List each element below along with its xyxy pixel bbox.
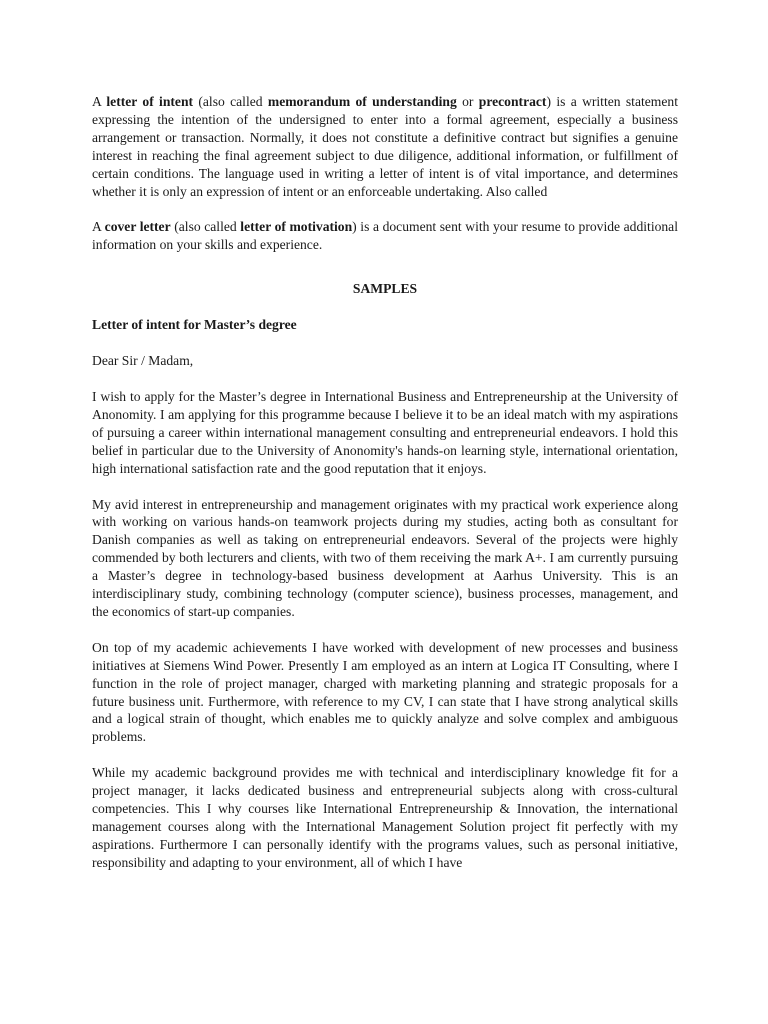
intro-paragraph-letter-of-intent [92, 93, 678, 200]
text-run: (also called [193, 94, 268, 109]
body-paragraph: On top of my academic achievements I have worked with development of new processes and business initiatives at Siemens Wind Power. Presently I am employed as an intern at Logica IT Consulting, where I function in the role of project manager, charged with marketing planning and strategic proposals for a future business unit. Furthermore, with reference to my CV, I can state that I have strong analytical skills and a logical strain of thought, which enables me to quickly analyze and solve complex and ambiguous problems. [92, 639, 678, 745]
intro-paragraph-cover-letter [92, 218, 678, 254]
samples-heading: SAMPLES [352, 281, 418, 297]
bold-term: cover letter [104, 219, 171, 235]
text-run: A [92, 94, 107, 109]
text-run: (also called [170, 219, 241, 235]
body-paragraph: I wish to apply for the Master’s degree in International Business and Entrepreneurship at the University of Anonomity. I am applying for this programme because I believe it to be an ideal match with my aspirations of pursuing a career within international management consulting and entrepreneurial endeavors. I hold this belief in particular due to the University of Anonomity's hands-on learning style, international orientation, high international satisfaction rate and the good reputation that it enjoys. [92, 388, 678, 476]
text-run: A [92, 219, 105, 235]
body-paragraph: My avid interest in entrepreneurship and management originates with my practical work experience along with working on various hands-on teamwork projects during my studies, acting both as consultant for Danish companies as well as taking on entrepreneurial endeavors. Several of the projects were highly commended by both lecturers and clients, with two of them receiving the mark A+. I am currently pursuing a Master’s degree in technology-based business development at Aarhus University. This is an interdisciplinary study, combining technology (computer science), business processes, management, and the economics of start-up companies. [92, 496, 678, 619]
text-run: or [456, 94, 479, 109]
bold-term: precontract [478, 94, 547, 109]
bold-term: memorandum of understanding [267, 94, 457, 109]
salutation: Dear Sir / Madam, [92, 353, 194, 369]
document-page [92, 93, 678, 890]
text-run: ) is a written statement expressing the intention of the undersigned to enter into a formal agreement, especially a business arrangement or transaction. Normally, it does not constitute a definitive contract but signifies a genuine interest in reaching the final agreement subject to due diligence, additional information, or fulfillment of certain conditions. The language used in writing a letter of intent is of vital importance, and determines whether it is only an expression of intent or an enforceable undertaking. Also called [92, 94, 678, 199]
sample-title: Letter of intent for Master’s degree [92, 317, 297, 333]
text-run: ) is a document sent with your resume to provide additional information on your skills and experience. [92, 219, 678, 253]
bold-term: letter of motivation [240, 219, 353, 235]
bold-term: letter of intent [106, 94, 194, 109]
body-paragraph: While my academic background provides me with technical and interdisciplinary knowledge fit for a project manager, it lacks dedicated business and entrepreneurial subjects along with cross-cultural competencies. This I why courses like International Entrepreneurship & Innovation, the international management courses along with the International Management Solution project fit perfectly with my aspirations. Furthermore I can personally identify with the programs values, such as personal initiative, responsibility and adapting to your environment, all of which I have [92, 765, 678, 870]
